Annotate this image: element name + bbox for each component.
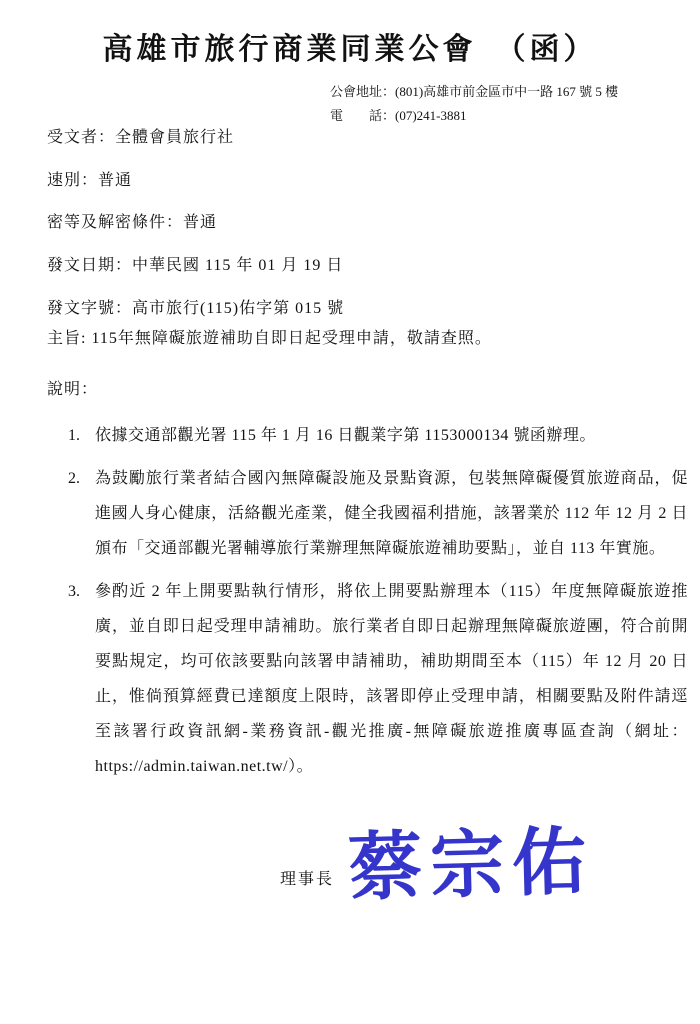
signature: 蔡宗佑 — [347, 818, 596, 912]
document-title: 高雄市旅行商業同業公會 （函） — [102, 33, 598, 66]
explanation-item-1 — [68, 418, 688, 453]
item-number: 3. — [68, 583, 80, 600]
explanation-item-3 — [68, 574, 688, 784]
field-recipient: 受文者：全體會員旅行社 — [47, 129, 235, 146]
association-address: 公會地址：(801)高雄市前金區市中一路 167 號 5 樓 — [330, 84, 619, 99]
item-text: 依據交通部觀光署 115 年 1 月 16 日觀業字第 1153000134 號函辦理。 — [95, 427, 596, 444]
explanation-list — [68, 418, 688, 792]
association-phone: 電 話：(07)241-3881 — [330, 108, 467, 123]
item-number: 2. — [68, 470, 80, 487]
item-text: 參酌近 2 年上開要點執行情形，將依上開要點辦理本（115）年度無障礙旅遊推廣，並自即日起受理申請補助。旅行業者自即日起辦理無障礙旅遊團，符合前開要點規定，均可依該要點向該署申請補助，補助期間至本（115）年 12 月 20 日止，惟倘預算經費已達額度上限時，該署即停止受理申請，相關要點及附件請逕至該署行政資訊網-業務資訊-觀光推廣-無障礙旅遊推廣專區查詢（網址：https://admin.taiwan.net.tw/）。 — [95, 583, 688, 775]
explanation-item-2 — [68, 461, 688, 566]
field-issue-date: 發文日期：中華民國 115 年 01 月 19 日 — [47, 257, 344, 274]
signer-title: 理事長 — [280, 871, 335, 888]
contact-block — [330, 80, 618, 128]
item-number: 1. — [68, 427, 80, 444]
field-subject: 主旨: 115年無障礙旅遊補助自即日起受理申請，敬請查照。 — [47, 330, 492, 347]
explanation-heading: 說明： — [47, 381, 99, 398]
field-security-classification: 密等及解密條件：普通 — [47, 214, 218, 231]
field-speed-level: 速別：普通 — [47, 172, 133, 189]
item-text: 為鼓勵旅行業者結合國內無障礙設施及景點資源，包裝無障礙優質旅遊商品，促進國人身心健康，活絡觀光產業，健全我國福利措施，該署業於 112 年 12 月 2 日頒布「交通部觀光署輔導旅行業辦理無障礙旅遊補助要點」，並自 113 年實施。 — [95, 470, 688, 557]
field-document-number: 發文字號：高市旅行(115)佑字第 015 號 — [47, 300, 345, 317]
